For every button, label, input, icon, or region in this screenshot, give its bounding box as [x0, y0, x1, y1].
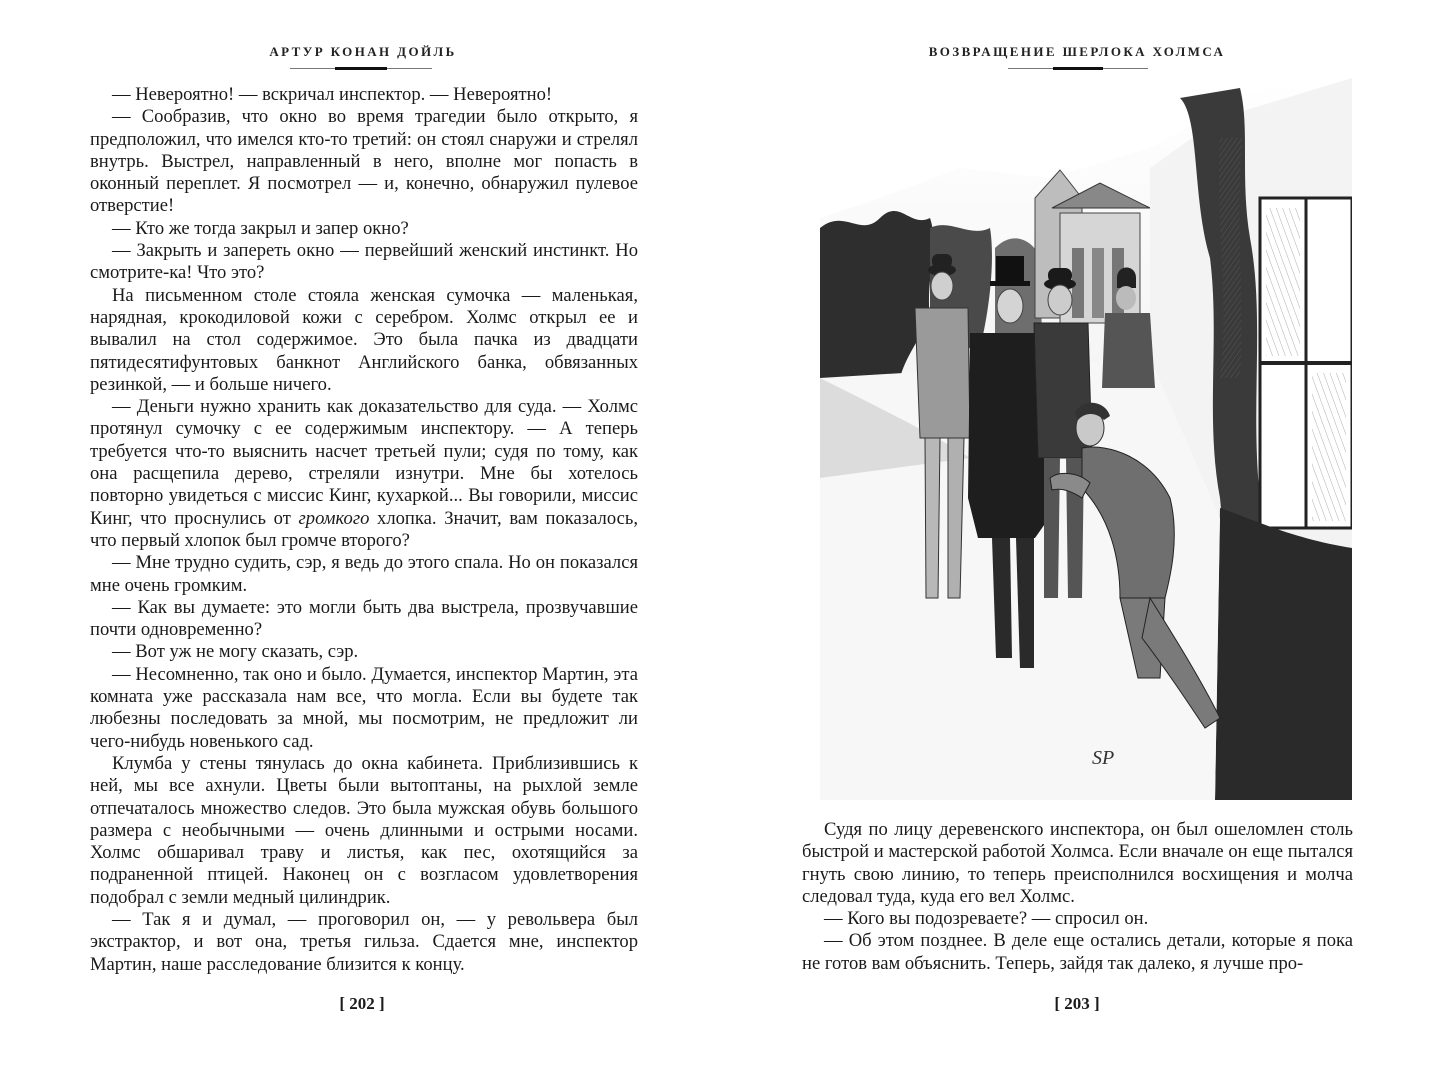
header-rule	[1008, 67, 1148, 69]
paragraph: — Закрыть и запереть окно — первейший женский инстинкт. Но смотрите-ка! Что это?	[90, 240, 638, 284]
page-number: [ 202 ]	[339, 994, 385, 1013]
paragraph: — Вот уж не могу сказать, сэр.	[112, 641, 359, 663]
paragraph-with-italic	[90, 396, 638, 552]
artist-signature: SP	[1092, 747, 1115, 769]
paragraph: — Мне трудно судить, сэр, я ведь до этого спала. Но он показался мне очень громким.	[90, 552, 638, 596]
paragraph-text: хлопка. Значит, вам показалось, что первый хлопок был громче второго?	[90, 507, 638, 551]
header-rule	[290, 67, 432, 69]
right-body-text	[802, 819, 1353, 975]
paragraph: — Как вы думаете: это могли быть два выстрела, прозвучавшие почти одновременно?	[90, 596, 638, 641]
paragraph: — Кого вы подозреваете? — спросил он.	[824, 908, 1149, 930]
paragraph: — Кто же тогда закрыл и запер окно?	[112, 217, 409, 239]
paragraph: — Сообразив, что окно во время трагедии было открыто, я предположил, что имелся кто-то третий: он стоял снаружи и стрелял внутрь. Выстрел, направленный в него, вполне мог попасть в оконный переплет. Я посмотрел — и, конечно, обнаружил пулевое отверстие!	[90, 106, 638, 217]
running-head-author: АРТУР КОНАН ДОЙЛЬ	[269, 44, 457, 59]
left-body-text	[90, 84, 638, 976]
italic-emphasis: громкого	[298, 507, 370, 529]
paragraph: Судя по лицу деревенского инспектора, он был ошеломлен столь быстрой и мастерской работой Холмса. Если вначале он еще пытался гнуть свою линию, то теперь преисполнился восхищения и молча следовал туда, куда его вел Холмс.	[802, 819, 1353, 907]
illustration	[820, 78, 1352, 800]
paragraph-text: — Деньги нужно хранить как доказательство для суда. — Холмс протянул сумочку с ее содержимым инспектору. — А теперь требуется что-то выяснить насчет третьей пули; судя по тому, как она расщепила дерево, стреляли изнутри. Мне бы хотелось повторно увидеться с миссис Кинг, кухаркой... Вы говорили, миссис Кинг, что проснулись от	[90, 396, 638, 529]
paragraph: — Невероятно! — вскричал инспектор. — Невероятно!	[112, 84, 553, 105]
right-page	[720, 0, 1440, 1080]
paragraph: Клумба у стены тянулась до окна кабинета. Приблизившись к ней, мы все ахнули. Цветы были вытоптаны, на рыхлой земле отпечаталось множество следов. Это была мужская обувь большого размера с необычными — очень длинными и острыми носами. Холмс обшаривал траву и листья, как пес, охотящийся за подраненной птицей. Наконец он с возгласом удовлетворения подобрал с земли медный цилиндрик.	[90, 752, 638, 908]
paragraph: — Об этом позднее. В деле еще остались детали, которые я пока не готов вам объяснить. Теперь, зайдя так далеко, я лучше про-	[802, 930, 1353, 974]
paragraph: На письменном столе стояла женская сумочка — маленькая, нарядная, крокодиловой кожи с серебром. Холмс открыл ее и вывалил на стол содержимое. Это была пачка из двадцати пятидесятифунтовых банкнот Английского банка, обвязанных резинкой, — и больше ничего.	[90, 284, 638, 395]
running-head-title: ВОЗВРАЩЕНИЕ ШЕРЛОКА ХОЛМСА	[928, 44, 1226, 59]
paragraph: — Несомненно, так оно и было. Думается, инспектор Мартин, эта комната уже рассказала нам все, что могла. Если вы будете так любезны последовать за мной, мы посмотрим, не предложит ли чего-нибудь новенького сад.	[90, 663, 638, 752]
paragraph: — Так я и думал, — проговорил он, — у револьвера был экстрактор, и вот она, третья гильза. Сдается мне, инспектор Мартин, наше расследование близится к концу.	[90, 908, 638, 975]
page-number: [ 203 ]	[1054, 994, 1100, 1013]
